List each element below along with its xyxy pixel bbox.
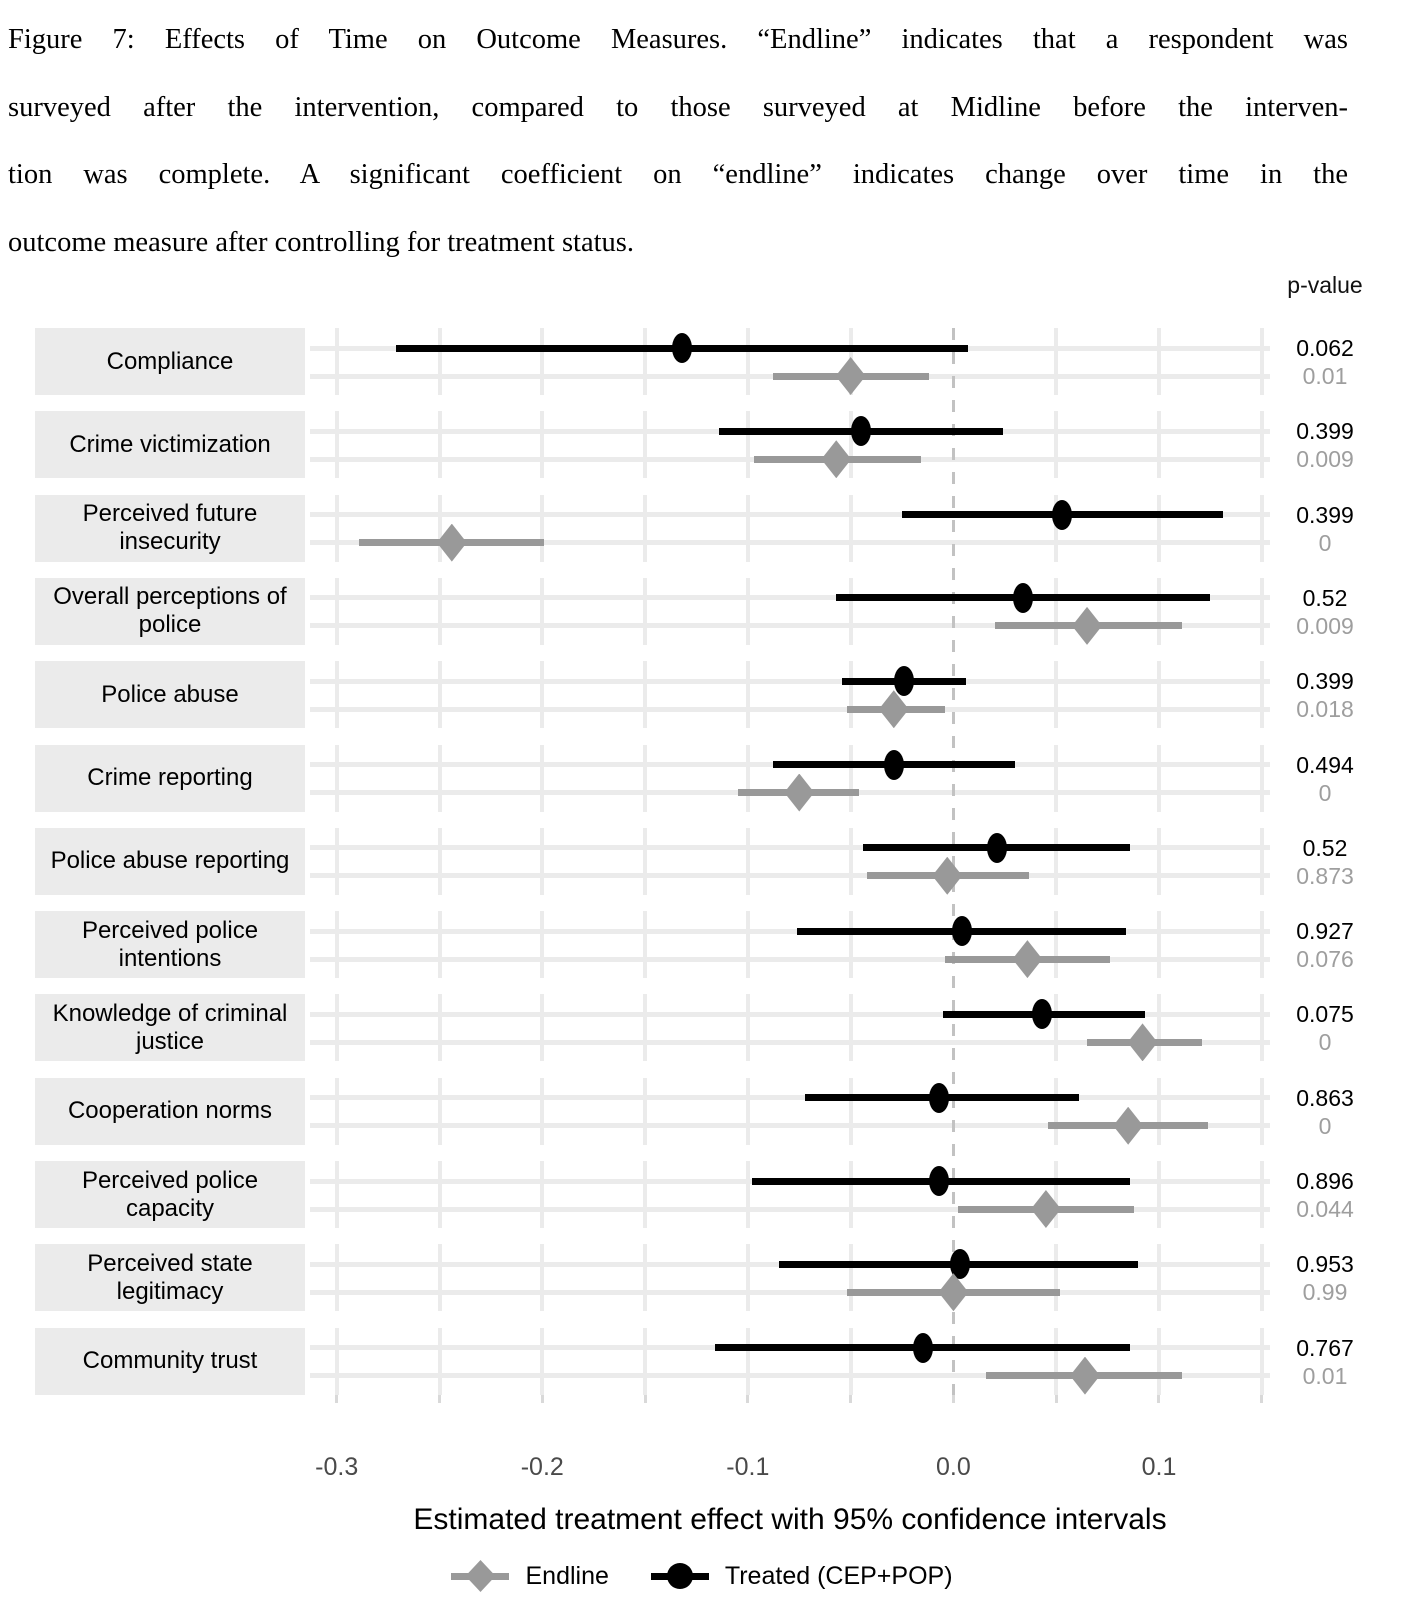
x-tick-mark (1055, 1395, 1058, 1403)
endline-point (1012, 940, 1042, 978)
vertical-gridline (438, 911, 442, 978)
vertical-gridline (1157, 578, 1161, 645)
treated-point (987, 833, 1007, 863)
x-tick-mark (746, 1395, 749, 1403)
vertical-gridline (1054, 994, 1058, 1061)
vertical-gridline (540, 495, 544, 562)
vertical-gridline (1157, 328, 1161, 395)
pvalue-endline: 0.009 (1296, 612, 1354, 639)
x-tick-label: -0.3 (315, 1452, 359, 1481)
vertical-gridline (438, 661, 442, 728)
vertical-gridline (1157, 911, 1161, 978)
facet-label-text: Community trust (82, 1347, 258, 1375)
pvalue-endline: 0 (1318, 529, 1332, 556)
pvalue-column-header: p-value (1287, 272, 1363, 298)
vertical-gridline (438, 495, 442, 562)
vertical-gridline (643, 745, 647, 812)
pvalue-endline: 0 (1318, 1029, 1332, 1056)
vertical-gridline (849, 661, 853, 728)
vertical-gridline (540, 328, 544, 395)
legend-item (651, 1557, 953, 1595)
facet-row (0, 661, 1404, 728)
pvalue-endline: 0.99 (1302, 1279, 1348, 1306)
pvalue-treated: 0.399 (1296, 418, 1354, 445)
vertical-gridline (643, 578, 647, 645)
pvalue-treated: 0.52 (1302, 834, 1348, 861)
facet-label-text: Police abuse reporting (50, 847, 290, 875)
facet-panel (310, 1328, 1270, 1395)
vertical-gridline (1157, 1161, 1161, 1228)
vertical-gridline (849, 578, 853, 645)
pvalue-treated: 0.062 (1296, 335, 1354, 361)
vertical-gridline (1157, 1078, 1161, 1145)
vertical-gridline (335, 328, 339, 395)
x-axis-title: Estimated treatment effect with 95% confidence intervals (413, 1503, 1167, 1536)
pvalue-endline: 0.873 (1296, 862, 1354, 889)
endline-point (1113, 1107, 1143, 1145)
facet-label (35, 1244, 305, 1311)
endline-point (1070, 1357, 1100, 1395)
vertical-gridline (643, 495, 647, 562)
vertical-gridline (540, 1078, 544, 1145)
vertical-gridline (849, 1328, 853, 1395)
endline-point (938, 1273, 968, 1311)
vertical-gridline (1157, 661, 1161, 728)
facet-label-text: Perceived state (87, 1249, 253, 1277)
facet-row (0, 1161, 1404, 1228)
facet-label (35, 1078, 305, 1145)
facet-row (0, 994, 1404, 1061)
facet-panel (310, 745, 1270, 812)
vertical-gridline (1157, 1244, 1161, 1311)
x-tick-mark (438, 1395, 441, 1403)
vertical-gridline (1054, 1078, 1058, 1145)
endline-point (836, 357, 866, 395)
x-tick-mark (335, 1395, 338, 1403)
vertical-gridline (1157, 1328, 1161, 1395)
pvalue-endline: 0 (1318, 1112, 1332, 1139)
legend-key-treated (651, 1557, 709, 1595)
facet-label (35, 411, 305, 478)
facet-panel (310, 661, 1270, 728)
facet-label (35, 745, 305, 812)
facet-label-text: Cooperation norms (67, 1097, 273, 1125)
vertical-gridline (540, 661, 544, 728)
facet-panel (310, 994, 1270, 1061)
vertical-gridline (849, 1161, 853, 1228)
vertical-gridline (1157, 994, 1161, 1061)
vertical-gridline (746, 1161, 750, 1228)
horizontal-gridline (310, 873, 1270, 878)
vertical-gridline (746, 994, 750, 1061)
facet-panel (310, 911, 1270, 978)
pvalue-treated: 0.953 (1296, 1251, 1354, 1278)
vertical-gridline (746, 411, 750, 478)
vertical-gridline (746, 661, 750, 728)
facet-label-text: Crime reporting (87, 764, 253, 791)
vertical-gridline (1054, 1244, 1058, 1311)
facet-label-text: Perceived police (81, 1166, 259, 1194)
vertical-gridline (746, 1244, 750, 1311)
vertical-gridline (335, 495, 339, 562)
vertical-gridline (1054, 911, 1058, 978)
vertical-gridline (643, 828, 647, 895)
facet-label (35, 578, 305, 645)
vertical-gridline (1054, 328, 1058, 395)
vertical-gridline (335, 578, 339, 645)
vertical-gridline (1054, 828, 1058, 895)
vertical-gridline (849, 828, 853, 895)
x-tick-mark (849, 1395, 852, 1403)
pvalue-treated: 0.896 (1296, 1168, 1354, 1194)
pvalue-endline: 0.01 (1302, 363, 1348, 389)
vertical-gridline (643, 1328, 647, 1395)
vertical-gridline (1054, 411, 1058, 478)
vertical-gridline (643, 1244, 647, 1311)
vertical-gridline (438, 578, 442, 645)
facet-label-text: Knowledge of criminal (52, 999, 288, 1027)
facet-label (35, 1161, 305, 1228)
facet-panel (310, 411, 1270, 478)
vertical-gridline (335, 1078, 339, 1145)
caption-line: Figure 7: Effects of Time on Outcome Measures. “Endline” indicates that a respondent was (8, 24, 1348, 55)
vertical-gridline (438, 1328, 442, 1395)
vertical-gridline (746, 1078, 750, 1145)
endline-point (1072, 607, 1102, 645)
x-tick-mark (1157, 1395, 1160, 1403)
vertical-gridline (849, 1244, 853, 1311)
vertical-gridline (540, 1161, 544, 1228)
vertical-gridline (643, 411, 647, 478)
treated-point (929, 1166, 949, 1196)
horizontal-gridline (310, 957, 1270, 962)
legend (0, 1556, 1404, 1596)
facet-label (35, 911, 305, 978)
pvalue-endline: 0 (1318, 779, 1332, 806)
vertical-gridline (1054, 1161, 1058, 1228)
vertical-gridline (540, 1328, 544, 1395)
vertical-gridline (540, 828, 544, 895)
treated-point (884, 750, 904, 780)
vertical-gridline (540, 745, 544, 812)
vertical-gridline (643, 661, 647, 728)
vertical-gridline (335, 911, 339, 978)
vertical-gridline (849, 495, 853, 562)
pvalue-treated: 0.767 (1296, 1334, 1354, 1361)
facet-label-text: intentions (118, 944, 222, 972)
facet-row (0, 1078, 1404, 1145)
x-tick-label: 0.0 (936, 1452, 971, 1481)
facet-label (35, 495, 305, 562)
facet-row (0, 911, 1404, 978)
caption-line: outcome measure after controlling for treatment status. (8, 226, 634, 258)
x-tick-label: -0.2 (520, 1452, 564, 1481)
facet-label-text: insecurity (119, 528, 221, 556)
caption-line: tion was complete. A significant coefficient on “endline” indicates change over time in the (8, 159, 1348, 190)
x-tick-mark (541, 1395, 544, 1403)
facet-label (35, 661, 305, 728)
facet-label-text: Overall perceptions of (53, 583, 287, 611)
pvalue-endline: 0.076 (1296, 946, 1354, 973)
vertical-gridline (335, 411, 339, 478)
facet-label-text: Compliance (106, 347, 234, 375)
x-tick-mark (644, 1395, 647, 1403)
vertical-gridline (335, 828, 339, 895)
legend-key-endline (451, 1557, 509, 1595)
vertical-gridline (746, 745, 750, 812)
pvalue-treated: 0.075 (1296, 1001, 1354, 1028)
pvalue-treated: 0.52 (1302, 584, 1348, 611)
treated-point (952, 916, 972, 946)
vertical-gridline (1157, 745, 1161, 812)
treated-point (851, 416, 871, 446)
treated-point (913, 1333, 933, 1363)
horizontal-gridline (310, 1095, 1270, 1100)
endline-point (784, 774, 814, 812)
pvalue-endline: 0.01 (1302, 1362, 1348, 1389)
vertical-gridline (643, 994, 647, 1061)
vertical-gridline (438, 994, 442, 1061)
vertical-gridline (540, 994, 544, 1061)
legend-label: Endline (525, 1561, 609, 1590)
vertical-gridline (540, 578, 544, 645)
legend-item (451, 1557, 608, 1595)
pvalue-treated: 0.399 (1296, 668, 1354, 695)
treated-point (672, 333, 692, 363)
vertical-gridline (746, 578, 750, 645)
facet-row (0, 745, 1404, 812)
vertical-gridline (335, 994, 339, 1061)
diamond-marker-icon (465, 1560, 495, 1592)
facet-label-text: Crime victimization (69, 430, 271, 458)
facet-row (0, 411, 1404, 478)
facet-panel (310, 578, 1270, 645)
vertical-gridline (335, 745, 339, 812)
facet-row (0, 1244, 1404, 1311)
horizontal-gridline (310, 707, 1270, 712)
vertical-gridline (1157, 411, 1161, 478)
vertical-gridline (746, 328, 750, 395)
facet-row (0, 578, 1404, 645)
pvalue-endline: 0.009 (1296, 446, 1354, 473)
pvalue-treated: 0.927 (1296, 918, 1354, 945)
vertical-gridline (1157, 495, 1161, 562)
facet-panel (310, 1078, 1270, 1145)
vertical-gridline (438, 328, 442, 395)
facet-label-text: legitimacy (116, 1277, 224, 1305)
facet-panel (310, 1244, 1270, 1311)
vertical-gridline (540, 1244, 544, 1311)
vertical-gridline (540, 911, 544, 978)
vertical-gridline (438, 1078, 442, 1145)
facet-label (35, 994, 305, 1061)
vertical-gridline (746, 1328, 750, 1395)
vertical-gridline (746, 495, 750, 562)
facet-row (0, 495, 1404, 562)
endline-point (821, 440, 851, 478)
horizontal-gridline (310, 1290, 1270, 1295)
facet-panel (310, 495, 1270, 562)
vertical-gridline (849, 994, 853, 1061)
vertical-gridline (746, 828, 750, 895)
vertical-gridline (1054, 745, 1058, 812)
vertical-gridline (643, 911, 647, 978)
horizontal-gridline (310, 679, 1270, 684)
treated-point (1032, 999, 1052, 1029)
facet-label-text: Perceived future (82, 500, 258, 528)
caption-line: surveyed after the intervention, compared to those surveyed at Midline before the interven- (8, 91, 1348, 123)
treated-point (929, 1083, 949, 1113)
treated-point (894, 666, 914, 696)
vertical-gridline (1054, 578, 1058, 645)
vertical-gridline (746, 911, 750, 978)
vertical-gridline (1054, 1328, 1058, 1395)
legend-label: Treated (CEP+POP) (724, 1561, 953, 1590)
facet-label-text: justice (135, 1027, 205, 1055)
circle-marker-icon (667, 1563, 693, 1589)
x-tick-mark (1260, 1395, 1263, 1403)
vertical-gridline (335, 1244, 339, 1311)
facet-panel (310, 1161, 1270, 1228)
facet-row (0, 1328, 1404, 1395)
pvalue-treated: 0.494 (1296, 751, 1354, 778)
vertical-gridline (438, 411, 442, 478)
vertical-gridline (438, 1161, 442, 1228)
facet-label (35, 1328, 305, 1395)
vertical-gridline (1157, 828, 1161, 895)
facet-label-text: capacity (125, 1194, 215, 1222)
vertical-gridline (335, 1161, 339, 1228)
pvalue-treated: 0.399 (1296, 501, 1354, 528)
vertical-gridline (1054, 661, 1058, 728)
facet-label-text: police (138, 611, 202, 639)
zero-reference-line (952, 328, 955, 1395)
vertical-gridline (438, 745, 442, 812)
vertical-gridline (540, 411, 544, 478)
facet-label-text: Perceived police (81, 916, 259, 944)
pvalue-treated: 0.863 (1296, 1084, 1354, 1111)
x-tick-label: -0.1 (726, 1452, 770, 1481)
vertical-gridline (438, 828, 442, 895)
facet-row (0, 328, 1404, 395)
facet-label-text: Police abuse (101, 680, 239, 708)
vertical-gridline (849, 911, 853, 978)
facet-label (35, 328, 305, 395)
facet-row (0, 828, 1404, 895)
x-tick-mark (952, 1395, 955, 1403)
pvalue-endline: 0.018 (1296, 696, 1354, 723)
facet-label (35, 828, 305, 895)
vertical-gridline (643, 1078, 647, 1145)
x-tick-label: 0.1 (1141, 1452, 1177, 1481)
facet-panel (310, 828, 1270, 895)
endline-point (1128, 1023, 1158, 1061)
vertical-gridline (335, 661, 339, 728)
treated-point (1013, 583, 1033, 613)
vertical-gridline (643, 328, 647, 395)
treated-point (1052, 500, 1072, 530)
vertical-gridline (849, 745, 853, 812)
pvalue-endline: 0.044 (1296, 1196, 1354, 1222)
vertical-gridline (335, 1328, 339, 1395)
vertical-gridline (849, 1078, 853, 1145)
facet-panel (310, 328, 1270, 395)
endline-point (932, 857, 962, 895)
vertical-gridline (643, 1161, 647, 1228)
vertical-gridline (438, 1244, 442, 1311)
